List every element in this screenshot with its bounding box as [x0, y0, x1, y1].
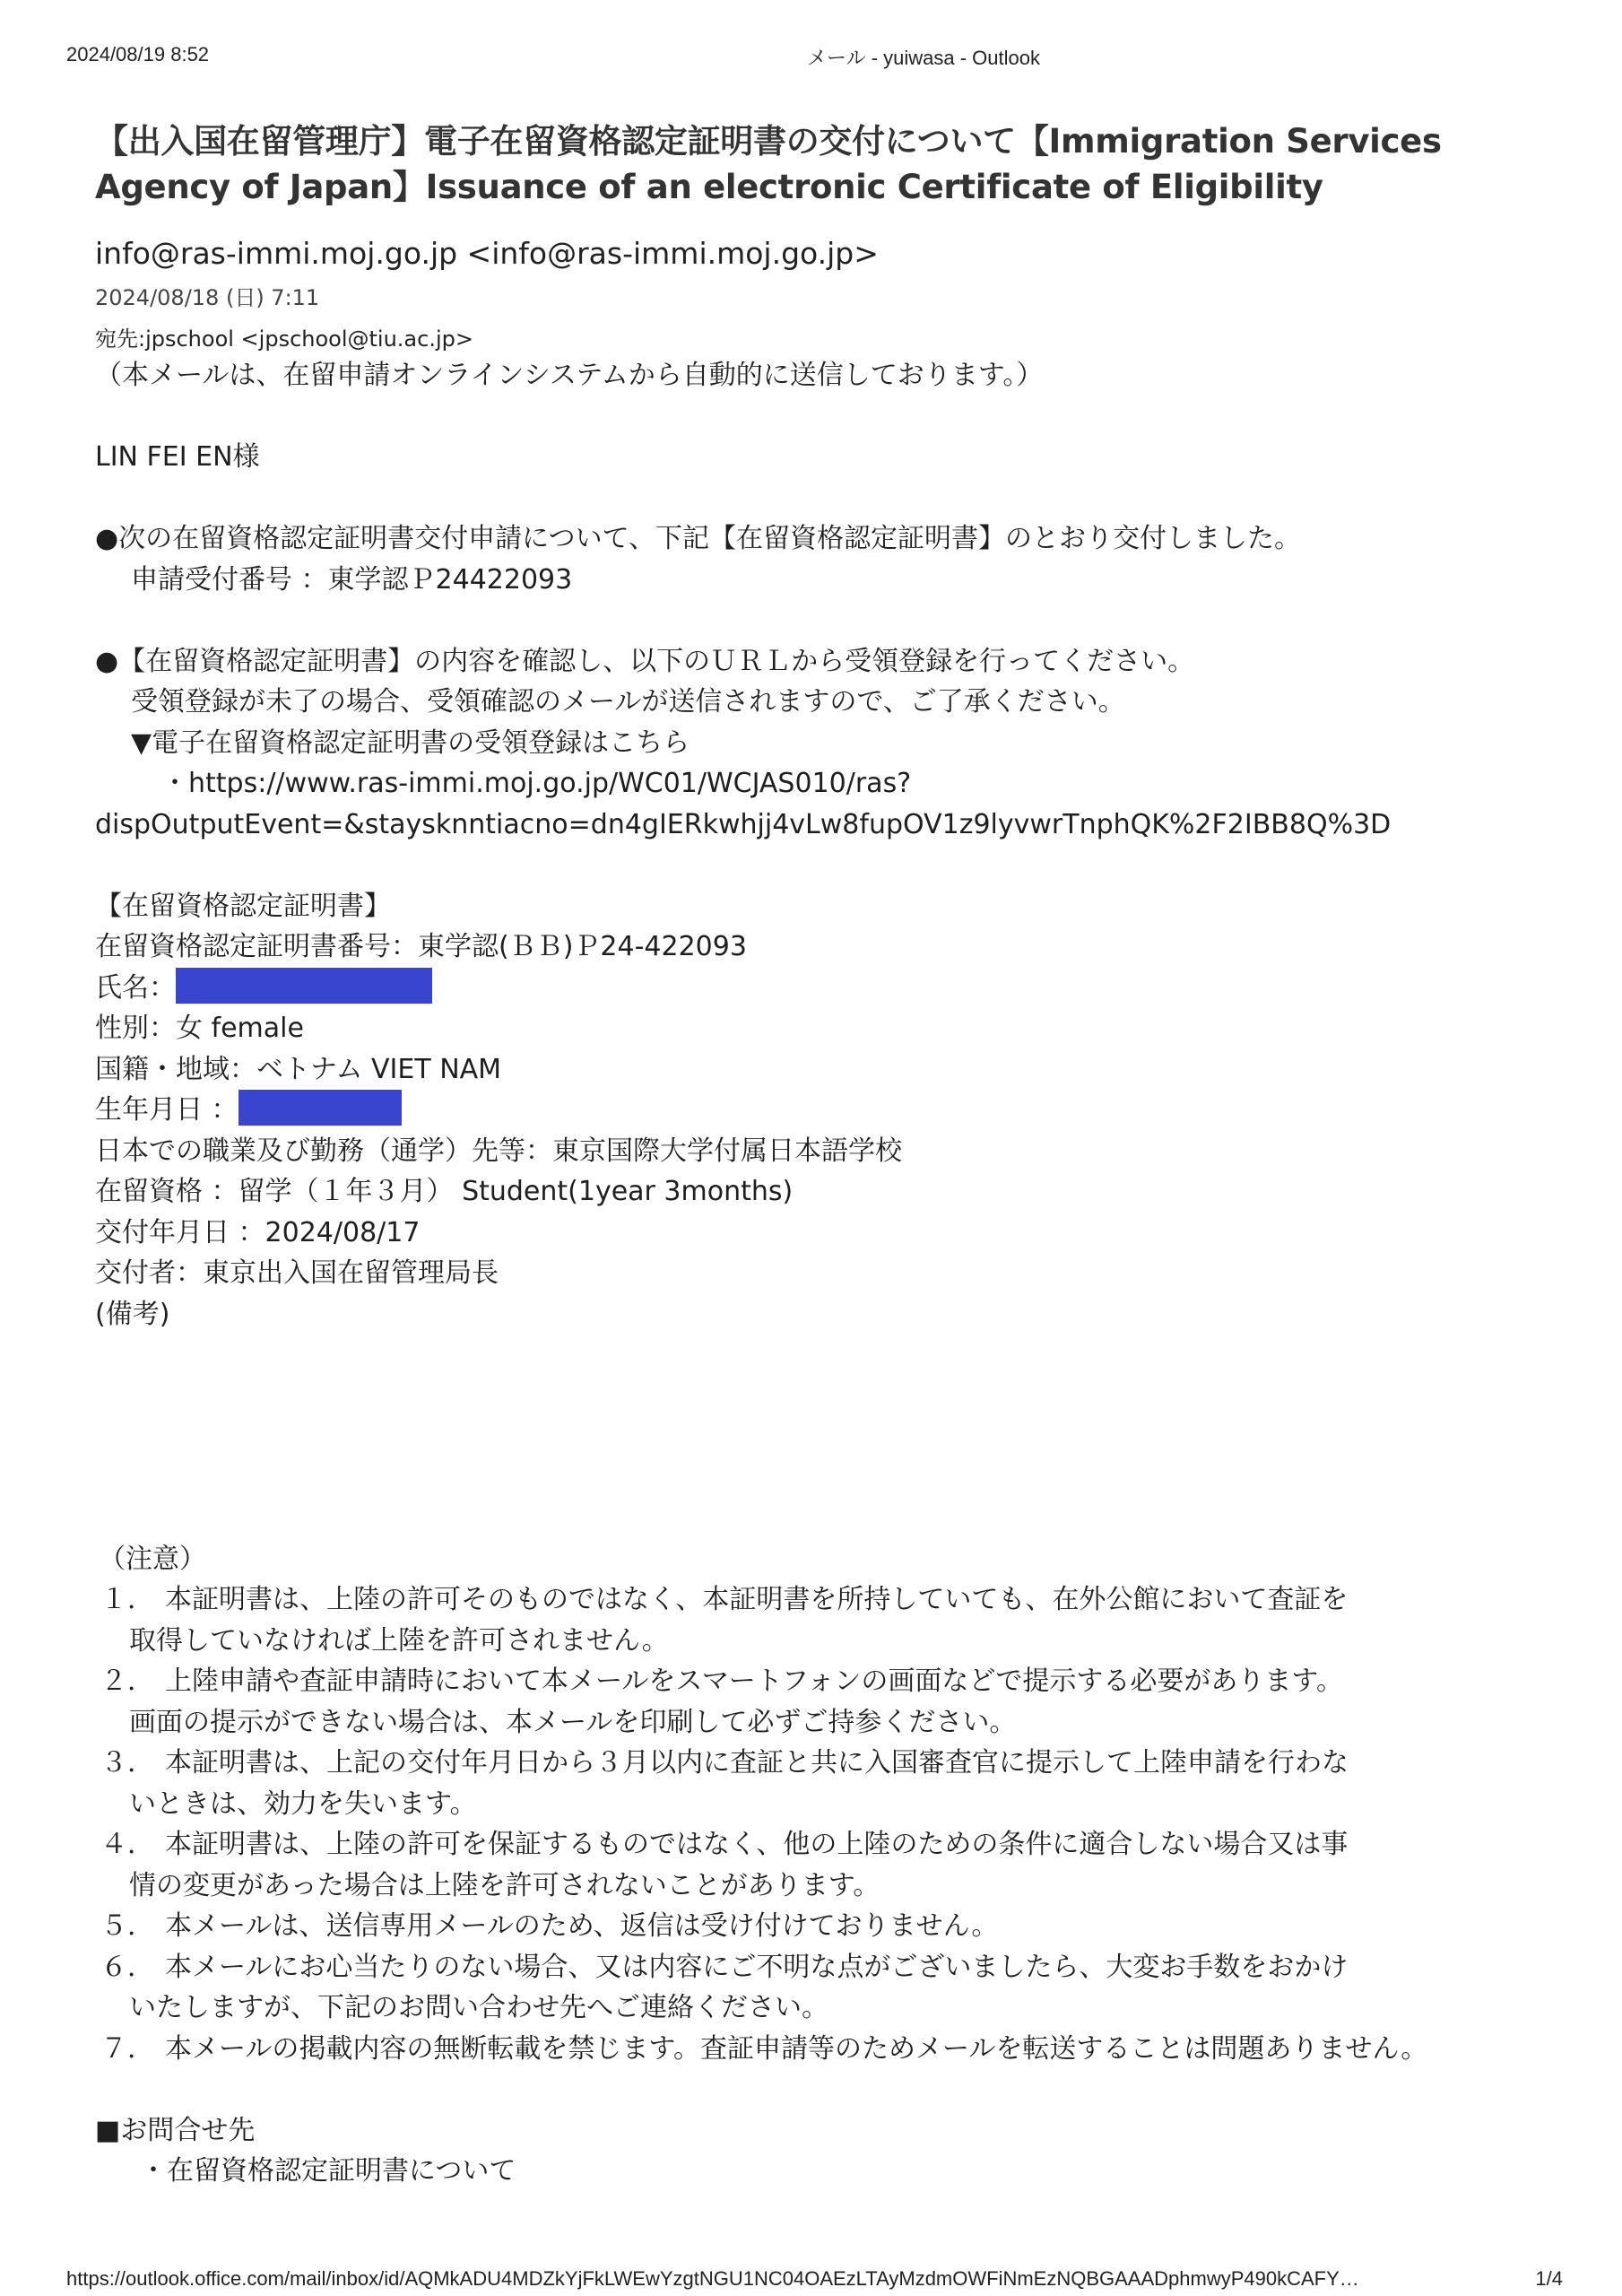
- note-item: [95, 1661, 1566, 1743]
- contact-heading: ■お問合せ先: [95, 2114, 256, 2146]
- greeting: LIN FEI EN様: [95, 441, 260, 473]
- email-recipient[interactable]: 宛先:jpschool <jpschool@tiu.ac.jp>: [95, 326, 473, 352]
- note-text-continued: いたしますが、下記のお問い合わせ先へご連絡ください。: [129, 1992, 828, 2023]
- note-number: ５．: [100, 1910, 154, 1942]
- note-item: [95, 2029, 1566, 2070]
- note-number: ２．: [100, 1665, 154, 1697]
- note-number: ７．: [100, 2032, 154, 2065]
- print-footer: [0, 2267, 1622, 2294]
- name-redaction: [176, 968, 432, 1004]
- issue-date-row: 交付年月日 ：2024/08/17: [95, 1216, 421, 1248]
- print-page-title: メール - yuiwasa - Outlook: [807, 47, 1040, 69]
- email-sender[interactable]: info@ras-immi.moj.go.jp <info@ras-immi.moj.go.jp>: [95, 236, 879, 271]
- name-label: 氏名：: [95, 971, 176, 1004]
- email-subject: 【出入国在留管理庁】電子在留資格認定証明書の交付について【Immigration Services Agency of Japan】Issuance of an electronic Certificate of Eligibility: [95, 122, 1442, 206]
- email-message: [95, 118, 1566, 2192]
- occupation-row: 日本での職業及び勤務（通学）先等：東京国際大学付属日本語学校: [95, 1135, 902, 1167]
- receipt-link-continued[interactable]: dispOutputEvent=&staysknntiacno=dn4gIERkwhjj4vLw8fupOV1z9lyvwrTnphQK%2F2IBB8Q%3D: [95, 808, 1392, 840]
- note-item: [95, 1947, 1566, 2029]
- issuer-row: 交付者：東京出入国在留管理局長: [95, 1257, 499, 1289]
- notes-section: [95, 1539, 1566, 2070]
- receipt-link-heading: ▼電子在留資格認定証明書の受領登録はこちら: [131, 726, 690, 759]
- note-text: 本メールにお心当たりのない場合、又は内容にご不明な点がございましたら、大変お手数をおかけ: [165, 1951, 1349, 1983]
- print-url: https://outlook.office.com/mail/inbox/id/AQMkADU4MDZkYjFkLWEwYzgtNGU1NC04OAEzLTAyMzdmOWFiNmEzNQBGAAADphmwyP490kCAFY…: [66, 2267, 1359, 2290]
- dob-label: 生年月日 ：: [95, 1094, 239, 1126]
- note-text-continued: 取得していなければ上陸を許可されません。: [129, 1624, 669, 1657]
- certificate-heading: 【在留資格認定証明書】: [95, 890, 391, 922]
- certificate-number: 在留資格認定証明書番号：東学認(ＢＢ)Ｐ24-422093: [95, 931, 747, 962]
- note-text: 本証明書は、上陸の許可そのものではなく、本証明書を所持していても、在外公館において査証を: [165, 1584, 1349, 1615]
- name-row: [95, 968, 1566, 1009]
- notes-heading: （注意）: [99, 1543, 206, 1575]
- note-text: 本証明書は、上陸の許可を保証するものではなく、他の上陸のための条件に適合しない場合又は事: [165, 1829, 1349, 1860]
- certificate-details: [95, 886, 1566, 1335]
- note-item: [95, 1579, 1566, 1661]
- email-body: [95, 355, 1566, 2192]
- note-number: ４．: [100, 1829, 154, 1860]
- note-number: ３．: [100, 1747, 154, 1779]
- receipt-link[interactable]: ・https://www.ras-immi.moj.go.jp/WC01/WCJAS010/ras?: [161, 768, 912, 799]
- auto-send-notice: （本メールは、在留申請オンラインシステムから自動的に送信しております。）: [95, 360, 1044, 391]
- note-item: [95, 1824, 1566, 1906]
- note-text: 本証明書は、上記の交付年月日から３月以内に査証と共に入国審査官に提示して上陸申請を行わな: [165, 1747, 1349, 1779]
- application-number: 申請受付番号 ：東学認Ｐ24422093: [131, 563, 573, 596]
- note-item: [95, 1906, 1566, 1947]
- dob-row: [95, 1090, 1566, 1131]
- note-text-continued: 画面の提示ができない場合は、本メールを印刷して必ずご持参ください。: [129, 1706, 1017, 1738]
- print-datetime: 2024/08/19 8:52: [66, 43, 210, 65]
- nationality-row: 国籍・地域：ベトナム VIET NAM: [95, 1053, 502, 1085]
- email-date: 2024/08/18 (日) 7:11: [95, 285, 320, 310]
- note-text-continued: 情の変更があった場合は上陸を許可されないことがあります。: [129, 1869, 880, 1901]
- note-text-continued: いときは、効力を失います。: [129, 1787, 477, 1820]
- print-header: [0, 43, 1622, 70]
- receipt-notice: 受領登録が未了の場合、受領確認のメールが送信されますので、ご了承ください。: [131, 686, 1125, 718]
- gender-row: 性別：女 female: [95, 1013, 304, 1044]
- issuance-notice: ●次の在留資格認定証明書交付申請について、下記【在留資格認定証明書】のとおり交付しました。: [95, 523, 1301, 554]
- contact-item: ・在留資格認定証明書について: [140, 2155, 516, 2187]
- note-number: １．: [100, 1584, 154, 1615]
- print-page-number: 1/4: [1535, 2267, 1563, 2290]
- remarks-row: (備考): [95, 1298, 170, 1330]
- confirm-instruction: ●【在留資格認定証明書】の内容を確認し、以下のＵＲＬから受領登録を行ってください。: [95, 645, 1195, 677]
- note-text: 上陸申請や査証申請時において本メールをスマートフォンの画面などで提示する必要があります。: [165, 1665, 1343, 1697]
- note-text: 本メールは、送信専用メールのため、返信は受け付けておりません。: [165, 1910, 999, 1942]
- status-row: 在留資格 ：留学（１年３月） Student(1year 3months): [95, 1176, 794, 1207]
- dob-redaction: [239, 1090, 402, 1126]
- note-text: 本メールの掲載内容の無断転載を禁じます。査証申請等のためメールを転送することは問題ありません。: [165, 2032, 1428, 2065]
- note-item: [95, 1743, 1566, 1824]
- note-number: ６．: [100, 1951, 154, 1983]
- notes-list: [95, 1579, 1566, 2069]
